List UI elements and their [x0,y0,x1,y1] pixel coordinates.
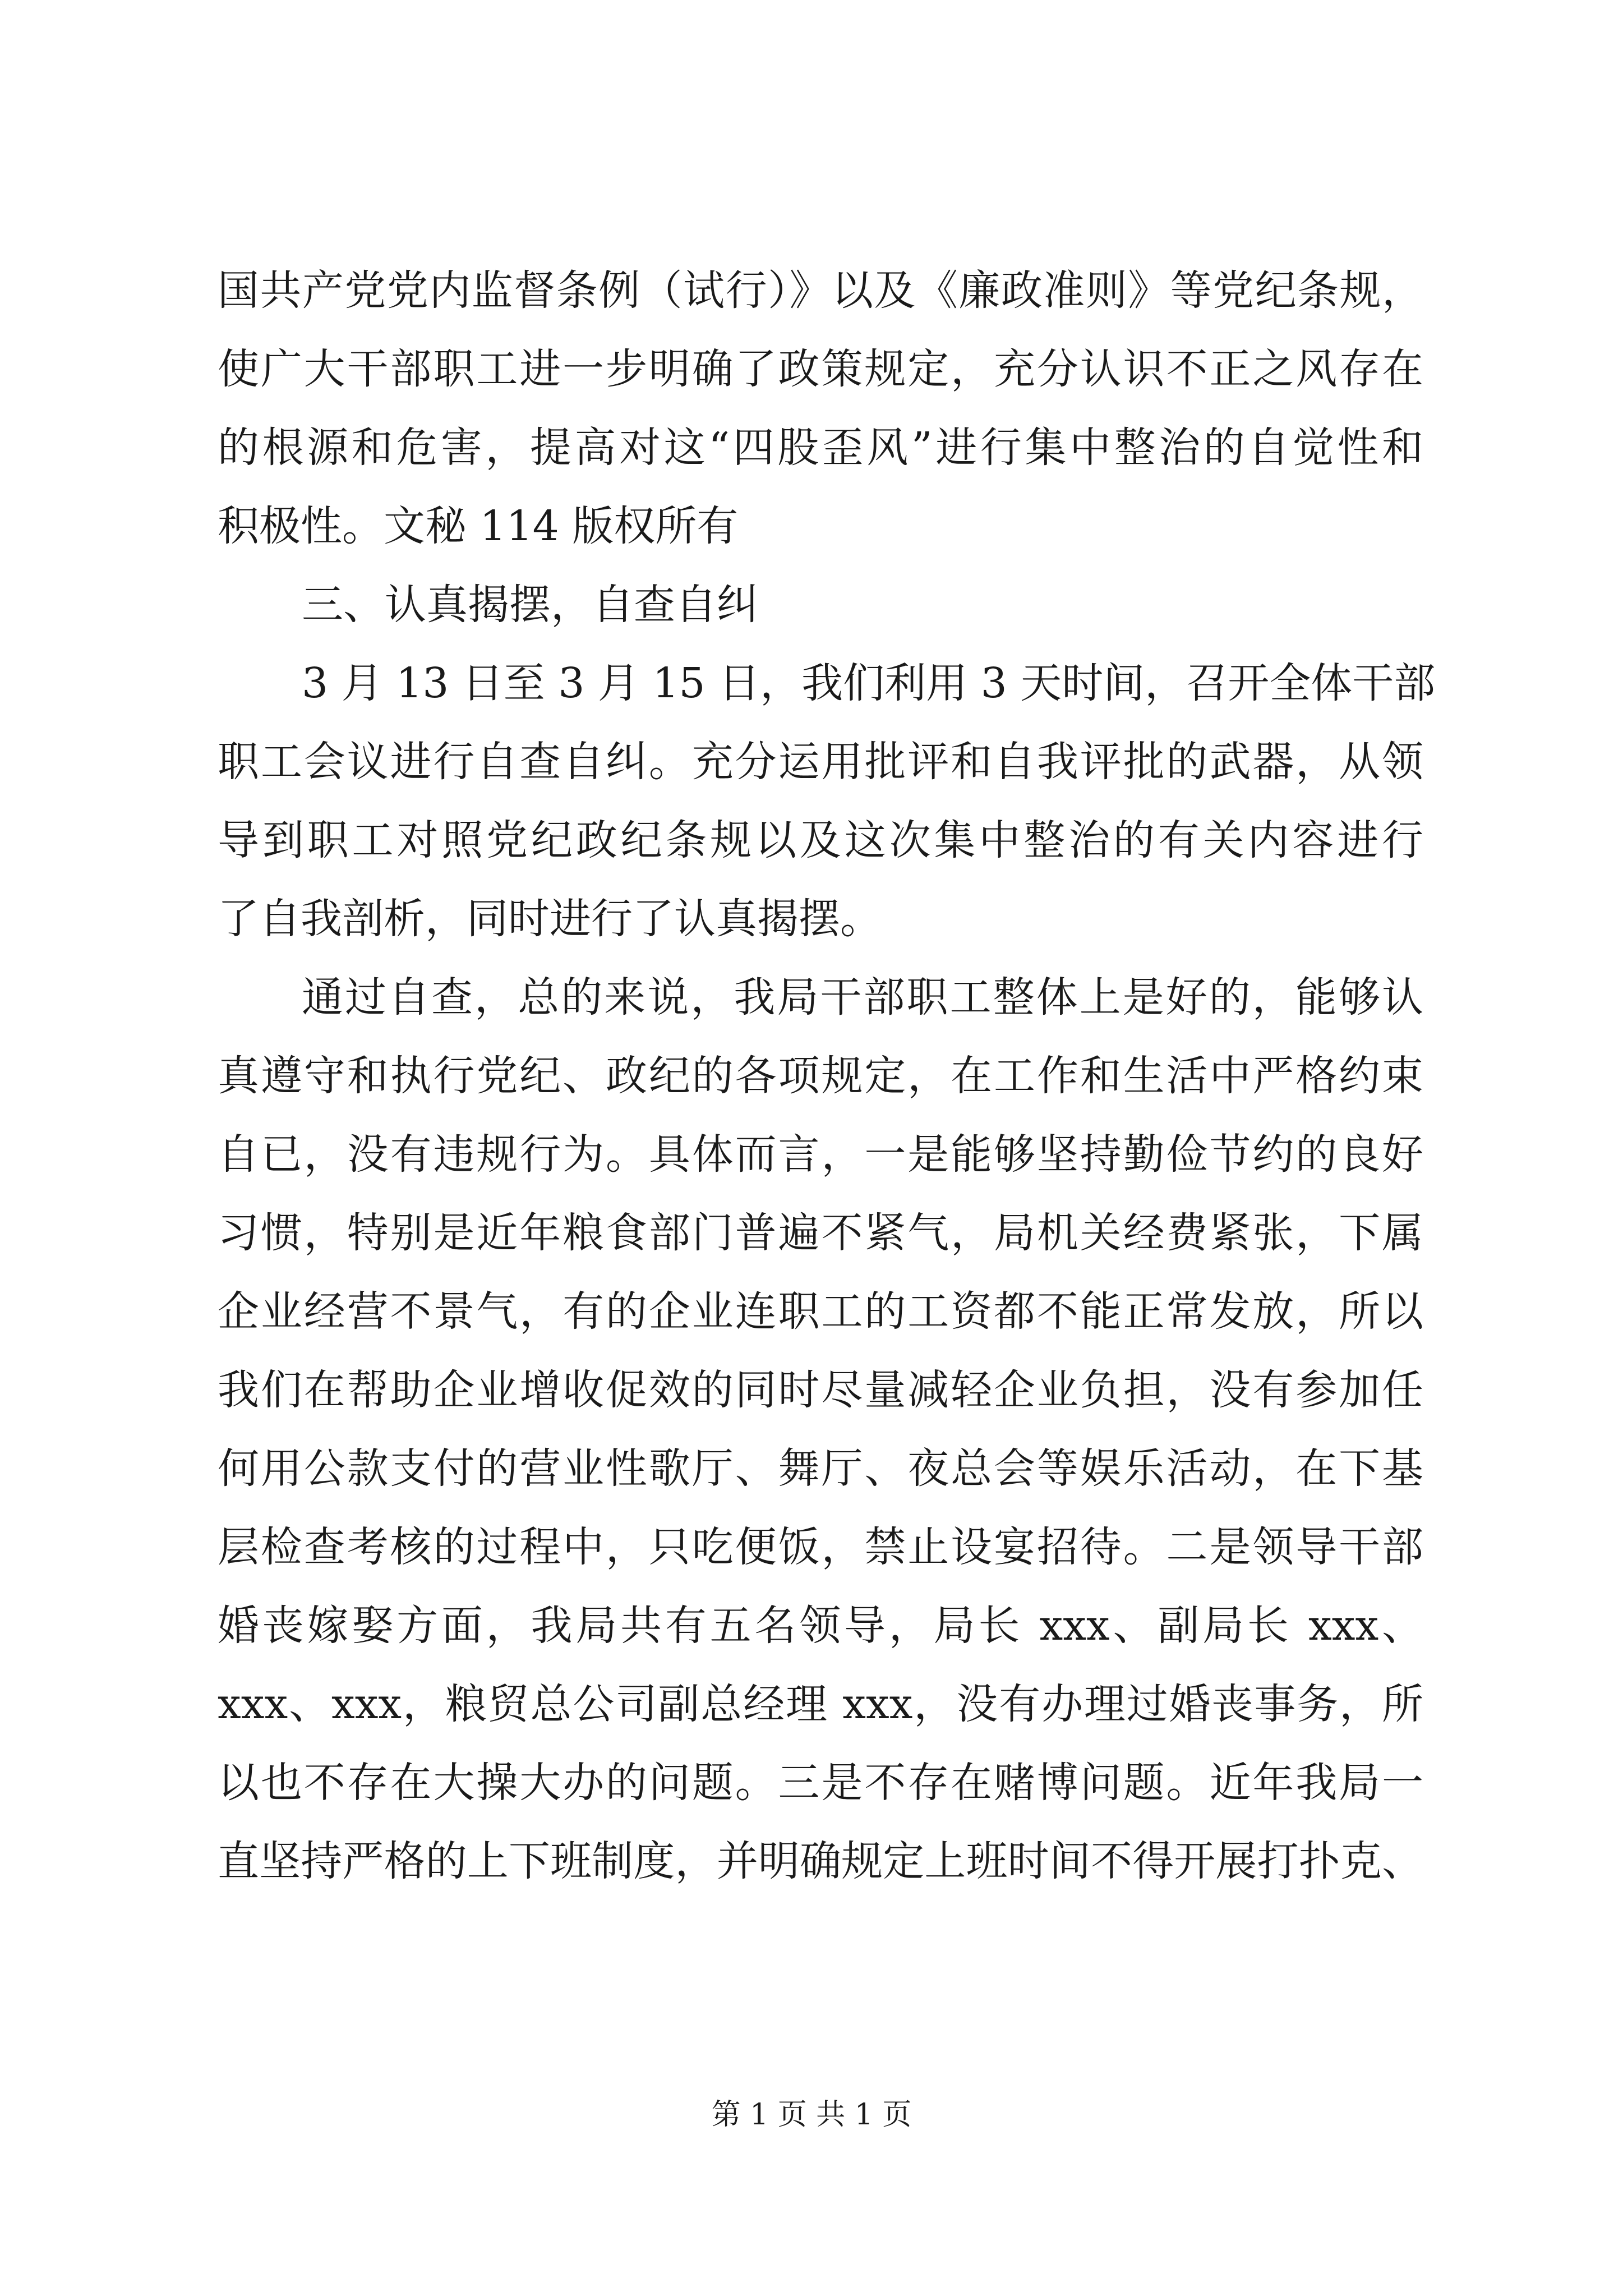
text-line: 职工会议进行自查自纠。充分运用批评和自我评批的武器，从领 [218,738,1423,786]
text-line: 使广大干部职工进一步明确了政策规定，充分认识不正之风存在 [218,345,1423,393]
text-line: 积极性。文秘 114 版权所有 [218,502,739,550]
text-line: 通过自查，总的来说，我局干部职工整体上是好的，能够认 [302,973,1423,1022]
text-line: 我们在帮助企业增收促效的同时尽量减轻企业负担，没有参加任 [218,1366,1423,1414]
text-line: xxx、xxx，粮贸总公司副总经理 xxx，没有办理过婚丧事务，所 [218,1680,1423,1728]
page-footer: 第 1 页 共 1 页 [711,2098,912,2132]
text-line: 层检查考核的过程中，只吃便饭，禁止设宴招待。二是领导干部 [218,1523,1423,1571]
text-line: 何用公款支付的营业性歌厅、舞厅、夜总会等娱乐活动，在下基 [218,1444,1423,1493]
text-line: 了自我剖析，同时进行了认真揭摆。 [218,895,882,943]
text-line: 三、认真揭摆，自查自纠 [302,581,758,629]
text-line: 婚丧嫁娶方面，我局共有五名领导，局长 xxx、副局长 xxx、 [218,1602,1423,1650]
text-line: 自已，没有违规行为。具体而言，一是能够坚持勤俭节约的良好 [218,1130,1423,1179]
text-line: 企业经营不景气，有的企业连职工的工资都不能正常发放，所以 [218,1287,1423,1336]
text-line: 导到职工对照党纪政纪条规以及这次集中整治的有关内容进行 [218,816,1423,864]
text-line: 以也不存在大操大办的问题。三是不存在赌博问题。近年我局一 [218,1759,1423,1807]
document-body [218,251,1436,1901]
text-line: 的根源和危害，提高对这“四股歪风”进行集中整治的自觉性和 [218,424,1423,472]
text-line: 习惯，特别是近年粮食部门普遍不紧气，局机关经费紧张，下属 [218,1209,1423,1257]
text-line: 3 月 13 日至 3 月 15 日，我们利用 3 天时间，召开全体干部 [302,659,1436,707]
text-line: 真遵守和执行党纪、政纪的各项规定，在工作和生活中严格约束 [218,1052,1423,1100]
text-line: 直坚持严格的上下班制度，并明确规定上班时间不得开展打扑克、 [218,1837,1423,1885]
text-line: 国共产党党内监督条例（试行）》以及《廉政准则》等党纪条规， [218,266,1423,315]
